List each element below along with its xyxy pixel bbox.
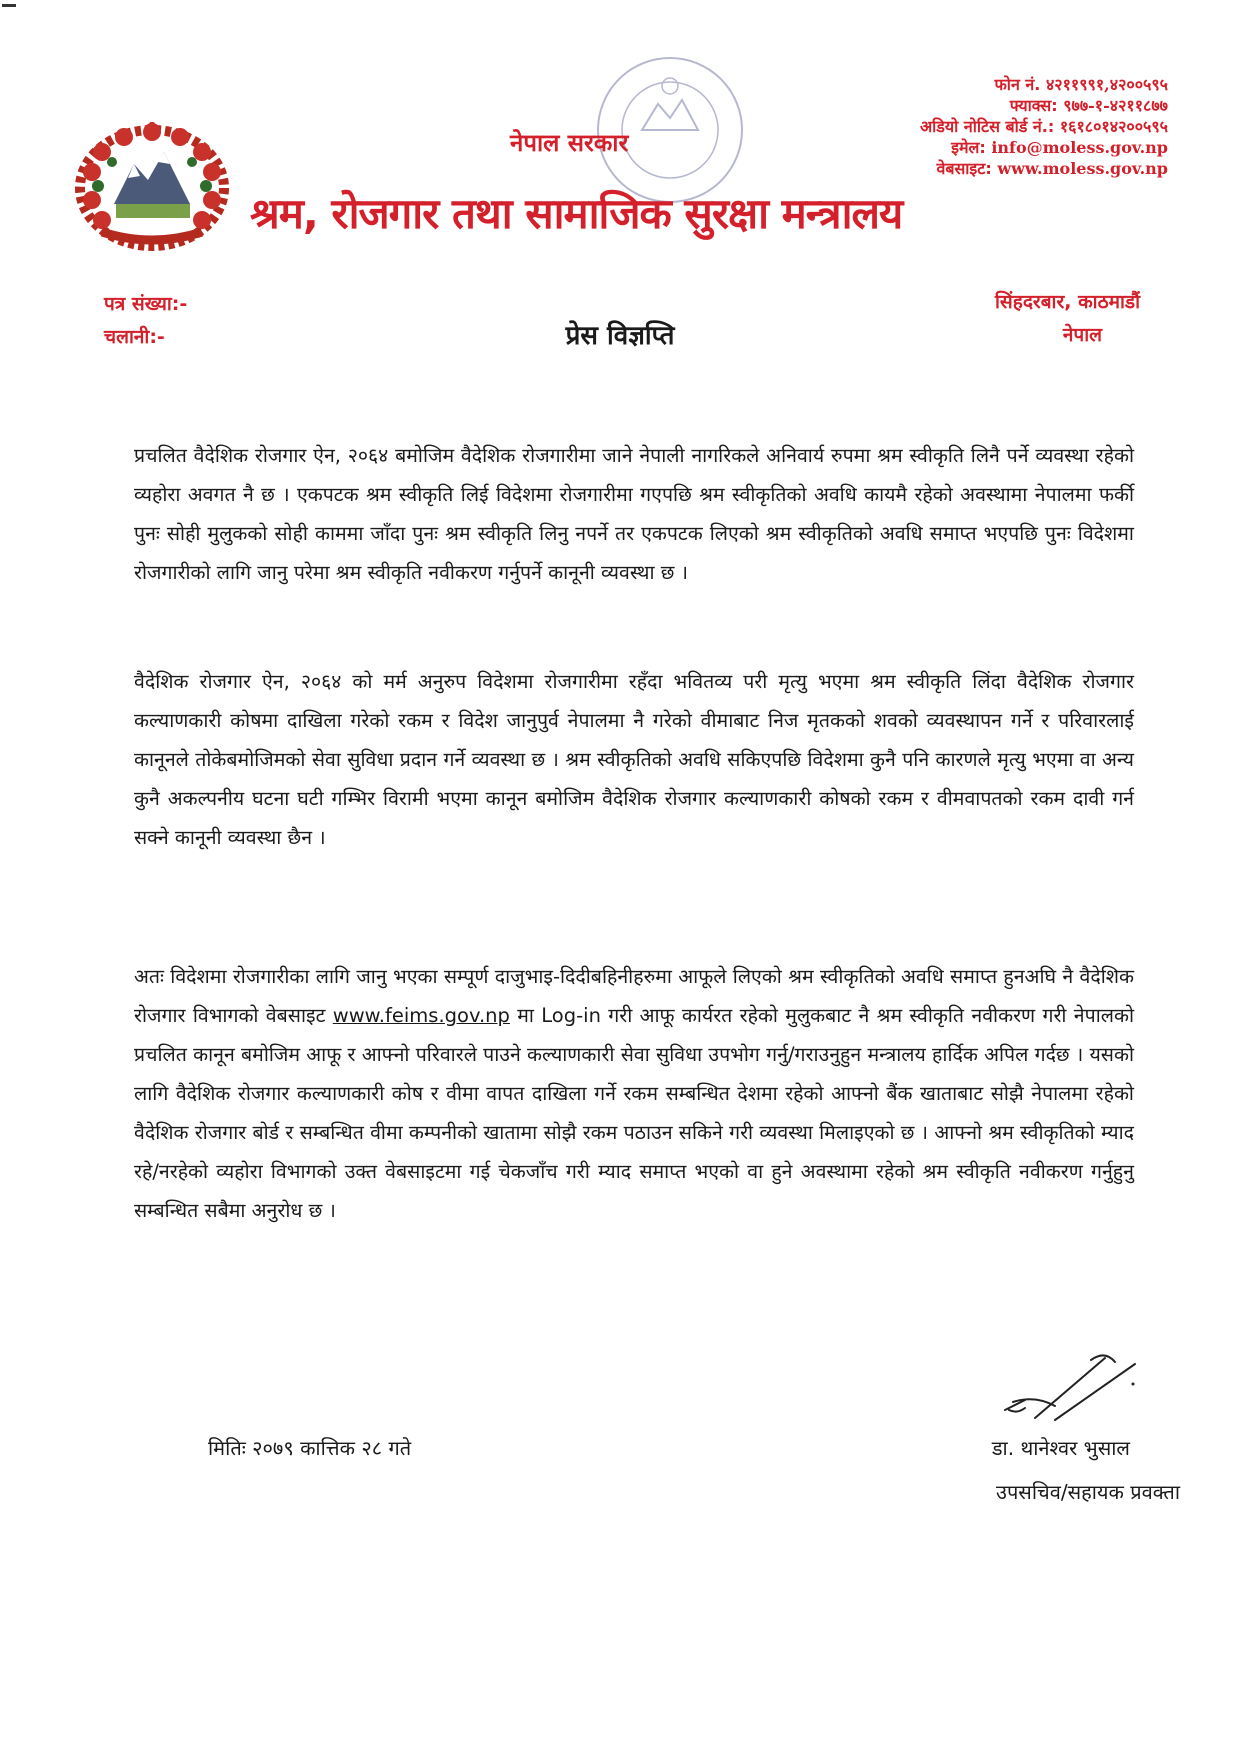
signature-icon [995,1340,1145,1430]
signer-name: डा. थानेश्वर भुसाल [991,1436,1130,1460]
contact-email: इमेल: info@moless.gov.np [951,138,1168,157]
ministry-name: श्रम, रोजगार तथा सामाजिक सुरक्षा मन्त्रालय [250,189,903,238]
nepal-emblem-icon [72,122,232,252]
signer-designation: उपसचिव/सहायक प्रवक्ता [995,1480,1180,1504]
issue-date: मितिः २०७९ कात्तिक २८ गते [208,1436,412,1460]
contact-fax: फ्याक्स: ९७७-१-४२११८७७ [1009,96,1168,115]
paragraph-3-end: मा Log-in गरी आफू कार्यरत रहेको मुलुकबाट नै श्रम स्वीकृति नवीकरण गरी नेपालको प्रचलित कानून बमोजिम आफू र आफ्नो परिवारले पाउने कल्याणकारी सेवा सुविधा उपभोग गर्नु/गराउनुहुन मन्त्रालय हार्दिक अपिल गर्दछ । यसको लागि वैदेशिक रोजगार कल्याणकारी कोष र वीमा वापत दाखिला गर्ने रकम सम्बन्धित देशमा रहेको आफ्नो बैंक खाताबाट सोझै नेपालमा रहेको वैदेशिक रोजगार बोर्ड र सम्बन्धित वीमा कम्पनीको खातामा सोझै रकम पठाउन सकिने गरी व्यवस्था मिलाइएको छ । आफ्नो श्रम स्वीकृतिको म्याद रहे/नरहेको व्यहोरा विभागको उक्त वेबसाइटमा गई चेकजाँच गरी म्याद समाप्त भएको वा हुने अवस्थामा रहेको श्रम स्वीकृति नवीकरण गर्नुहुनु सम्बन्धित सबैमा अनुरोध छ । [134,1004,1134,1222]
feims-link[interactable]: www.feims.gov.np [332,1004,510,1027]
dispatch-number: चलानी:- [104,326,165,348]
address-place: सिंहदरबार, काठमाडौं [994,291,1140,313]
letter-number: पत्र संख्या:- [104,293,188,315]
paragraph-2: वैदेशिक रोजगार ऐन, २०६४ को मर्म अनुरुप विदेशमा रोजगारीमा रहँदा भवितव्य परी मृत्यु भएमा श्रम स्वीकृति लिंदा वैदेशिक रोजगार कल्याणकारी कोषमा दाखिला गरेको रकम र विदेश जानुपुर्व नेपालमा नै गरेको वीमाबाट निज मृतकको शवको व्यवस्थापन गर्ने र परिवारलाई कानूनले तोकेबमोजिमको सेवा सुविधा प्रदान गर्ने व्यवस्था छ । श्रम स्वीकृतिको अवधि सकिएपछि विदेशमा कुनै पनि कारणले मृत्यु भएमा वा अन्य कुनै अकल्पनीय घटना घटी गम्भिर विरामी भएमा कानून बमोजिम वैदेशिक रोजगार कल्याणकारी कोषको रकम र वीमवापतको रकम दावी गर्न सक्ने कानूनी व्यवस्था छैन । [134,670,1134,849]
paragraph-1: प्रचलित वैदेशिक रोजगार ऐन, २०६४ बमोजिम वैदेशिक रोजगारीमा जाने नेपाली नागरिकले अनिवार्य रुपमा श्रम स्वीकृति लिनै पर्ने व्यवस्था रहेको व्यहोरा अवगत नै छ । एकपटक श्रम स्वीकृति लिई विदेशमा रोजगारीमा गएपछि श्रम स्वीकृतिको अवधि कायमै रहेको अवस्थामा नेपालमा फर्की पुनः सोही मुलुकको सोही काममा जाँदा पुनः श्रम स्वीकृति लिनु नपर्ने तर एकपटक लिएको श्रम स्वीकृतिको अवधि समाप्त भएपछि पुनः विदेशमा रोजगारीको लागि जानु परेमा श्रम स्वीकृति नवीकरण गर्नुपर्ने कानूनी व्यवस्था छ । [134,444,1134,584]
contact-block [920,74,1168,179]
contact-website: वेबसाइट: www.moless.gov.np [936,159,1168,178]
government-name: नेपाल सरकार [510,129,629,157]
paragraph-3-start: अतः विदेशमा रोजगारीका लागि जानु भएका सम्पूर्ण दाजुभाइ-दिदीबहिनीहरुमा आफूले लिएको श्रम स्वीकृतिको अवधि समाप्त हुनअघि नै वैदेशिक रोजगार विभागको वेबसाइट [134,965,1134,1027]
page-title: प्रेस विज्ञप्ति [565,321,675,351]
contact-audio-notice: अडियो नोटिस बोर्ड नं.: १६१८०१४२००५९५ [919,117,1168,136]
scan-mark [2,4,16,7]
address-country: नेपाल [1062,324,1102,346]
contact-phone: फोन नं. ४२११९९१,४२००५९५ [994,75,1168,94]
paragraph-3 [134,957,1134,1230]
